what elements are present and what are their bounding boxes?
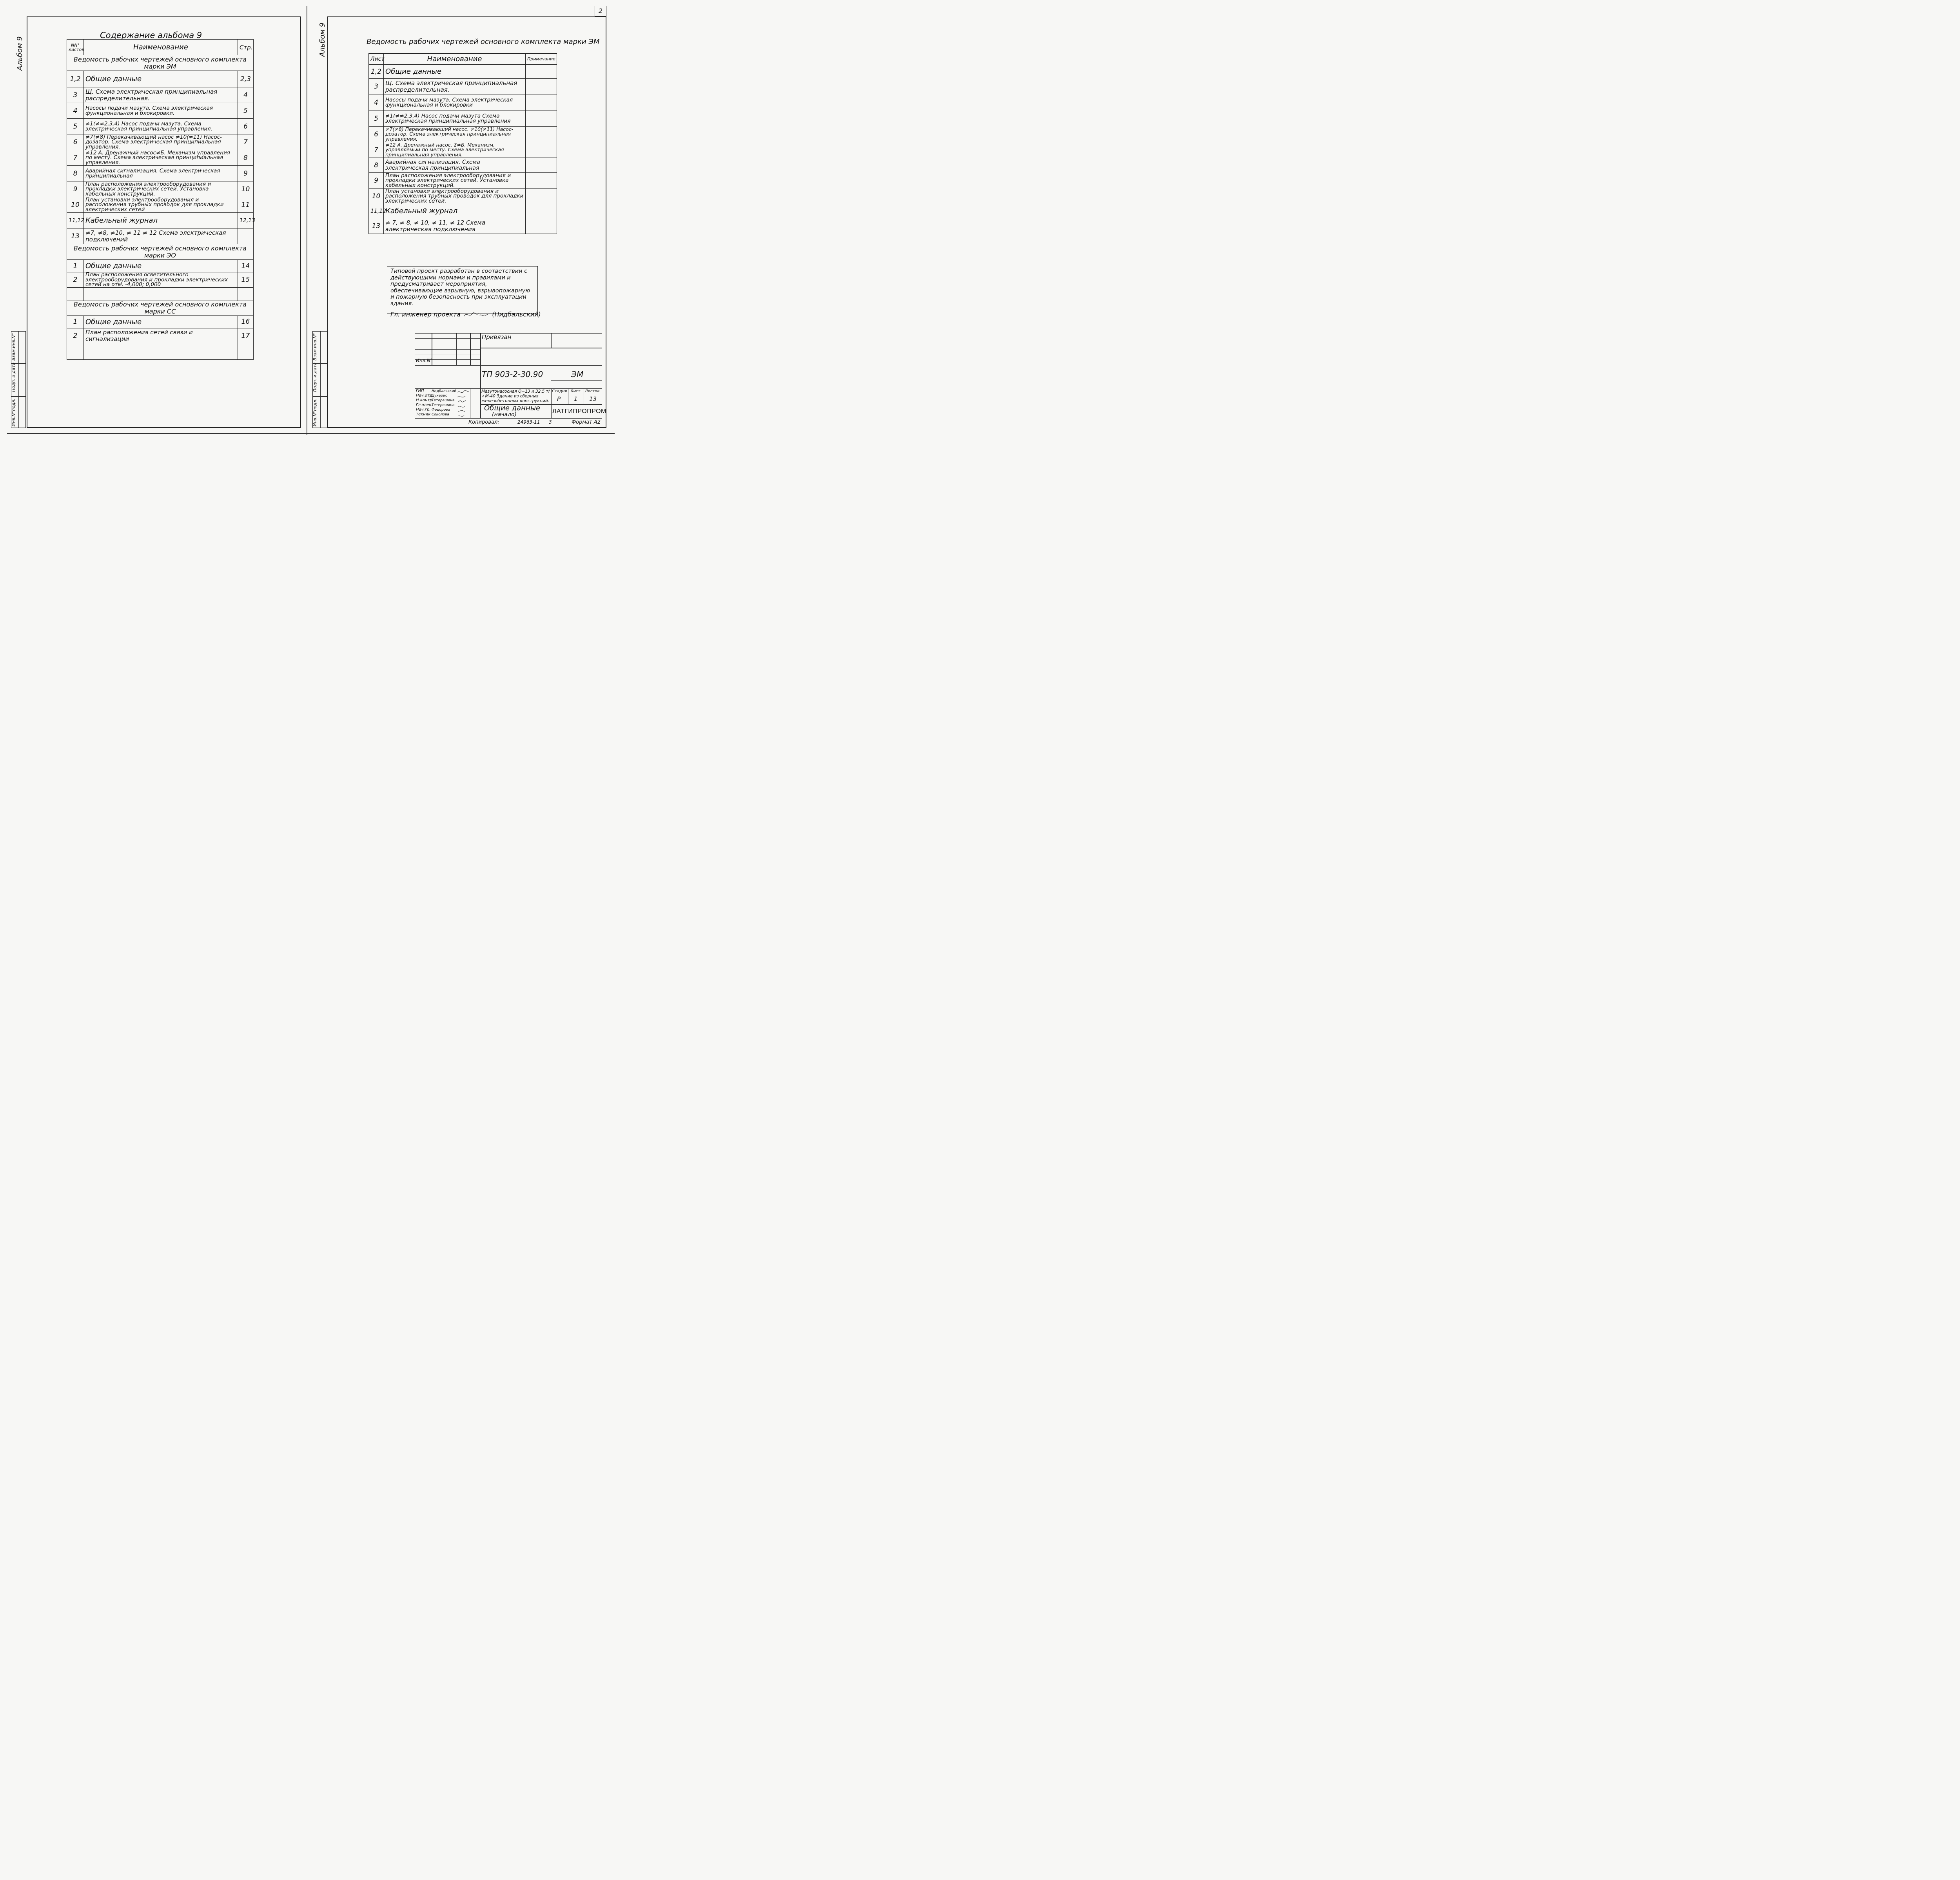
table-row: 11,12 Кабельный журнал <box>369 204 557 218</box>
table-row: 7 ≠12 А. Дренажный насос. Σ≠Б. Механизм, управляемый по месту. Схема электрическая принципиальная управления. <box>369 142 557 158</box>
right-sheet-title: Ведомость рабочих чертежей основного комплекта марки ЭМ <box>367 38 600 46</box>
table-row: 4 Насосы подачи мазута. Схема электрическая функциональная и блокировки. 5 <box>67 103 254 119</box>
header-name: Наименование <box>84 40 238 55</box>
table-row: 3 Щ. Схема электрическая принципиальная распределительная. <box>369 79 557 94</box>
table-row: 13 ≠7, ≠8, ≠10, ≠ 11 ≠ 12 Схема электрическая подключений <box>67 228 254 244</box>
doc-subtitle: (начало) <box>492 412 517 418</box>
footer-page: 3 <box>549 419 552 425</box>
left-contents-title: Содержание альбома 9 <box>100 31 202 40</box>
section-title-em: Ведомость рабочих чертежей основного комплекта марки ЭМ <box>67 55 254 71</box>
right-album-label: Альбом 9 <box>318 22 327 57</box>
chief-engineer-label: Гл. инженер проекта <box>390 310 461 318</box>
signature-mark <box>463 311 490 319</box>
object-description: Мазутонасосная Q=13 и 32,5 т/ч М-40 Здание из сборных железобетонных конструкций. <box>481 389 550 403</box>
table-row: 8 Аварийная сигнализация. Схема электрическая принципиальная 9 <box>67 166 254 181</box>
stage-value: Р <box>557 395 561 402</box>
role-gl-elek: Гл.элек. <box>416 403 433 407</box>
table-row: 7 ≠12 А. Дренажный насос≠Б. Механизм управления по месту. Схема электрическая принципиальная управления. 8 <box>67 150 254 166</box>
right-stamp-sign: Подп. и дата <box>312 363 318 392</box>
role-n-kontr: Н.контр. <box>416 398 434 402</box>
table-row: 5 ≠1(≠≠2,3,4) Насос подачи мазута. Схема электрическая принципиальная управления. 6 <box>67 119 254 134</box>
title-block <box>415 333 606 419</box>
chief-engineer-name: (Нидбальский) <box>492 310 541 318</box>
left-contents-table <box>67 39 254 360</box>
bottom-edge-line <box>7 433 615 434</box>
name-5: Соколова <box>432 413 449 417</box>
table-row: 1 Общие данные 16 <box>67 315 254 328</box>
name-4: Федорова <box>432 408 450 412</box>
table-row: 3 Щ. Схема электрическая принципиальная распределительная. 4 <box>67 87 254 103</box>
right-list-table <box>368 53 557 234</box>
compliance-note <box>387 266 541 318</box>
table-row <box>67 344 254 359</box>
project-mark: ЭМ <box>571 370 584 379</box>
table-row: 5 ≠1(≠≠2,3,4) Насос подачи мазута Схема электрическая принципиальная управления <box>369 111 557 127</box>
name-2: Тетерешина <box>432 399 455 402</box>
organization: ЛАТГИПРОПРОМ <box>552 408 606 415</box>
left-stamp-replace: Взам.инв.N° <box>11 333 16 361</box>
title-inv-label: Инв.N° <box>416 358 433 363</box>
table-row: 1,2 Общие данные 2,3 <box>67 71 254 87</box>
left-stamp-inv: Инв.N°подл. <box>11 398 16 426</box>
table-row: 10 План установки электрооборудования и расположения трубных проводок для прокладки электрических сетей 11 <box>67 197 254 213</box>
left-album-label: Альбом 9 <box>16 36 24 71</box>
table-row: 1,2 Общие данные <box>369 65 557 79</box>
section-title-ss: Ведомость рабочих чертежей основного комплекта марки СС <box>67 301 254 315</box>
name-3: Тетерешина <box>432 403 455 407</box>
corner-sheet-box <box>595 6 606 16</box>
right-stamp-replace: Взам.инв.N° <box>312 333 318 361</box>
header-num: NN° листов <box>67 40 84 55</box>
table-row: 6 ≠7(≠8) Перекачивающий насос. ≠10(≠11) Насос-дозатор. Схема электрическая принципиальная управления. <box>369 127 557 142</box>
copied-label: Копировал: <box>468 419 499 425</box>
section-title-eo: Ведомость рабочих чертежей основного комплекта марки ЭО <box>67 244 254 260</box>
compliance-note-text: Типовой проект разработан в соответствии с действующими нормами и правилами и предусматривает мероприятия, обеспечивающие взрывную, взрывопожарную и пожарную безопасность при эксплуатации здания. <box>390 268 530 307</box>
left-stamp-sign: Подп. и дата <box>11 363 16 392</box>
sheet-label: Лист <box>570 389 581 393</box>
left-header-row <box>67 40 254 55</box>
sheets-label: Листов <box>585 389 600 393</box>
right-stamp-inv: Инв.N°подл. <box>312 398 318 426</box>
role-tekhnik: Техник <box>416 412 431 417</box>
doc-title: Общие данные <box>484 404 541 412</box>
name-1: Цукерис <box>432 394 447 398</box>
table-row: 2 План расположения осветительного электрооборудования и прокладки электрических сетей на отм. -4,000; 0,000 15 <box>67 272 254 288</box>
table-row: 8 Аварийная сигнализация. Схема электрическая принципиальная <box>369 158 557 173</box>
name-0: Нидбальский <box>432 389 457 393</box>
role-nach-gr: Нач.гр. <box>416 408 431 412</box>
privyazan-label: Привязан <box>482 334 512 341</box>
table-row: 9 План расположения электрооборудования и прокладки электрических сетей. Установка кабельных конструкций. <box>369 173 557 189</box>
right-header-row: Лист Наименование Примечание <box>369 54 557 65</box>
table-row: 13 ≠ 7, ≠ 8, ≠ 10, ≠ 11, ≠ 12 Схема электрическая подключения <box>369 218 557 234</box>
role-nach-otd: Нач.отд. <box>416 393 434 398</box>
stage-label: Стадия <box>552 389 567 393</box>
sheet-value: 1 <box>574 395 578 402</box>
table-row: 10 План установки электрооборудования и расположения трубных проводок для прокладки электрических сетей. <box>369 189 557 204</box>
role-gip: ГИП <box>416 389 424 393</box>
sheet-format: Формат А2 <box>572 419 601 425</box>
corner-sheet-number: 2 <box>598 7 603 15</box>
project-code: ТП 903-2-30.90 <box>482 370 543 379</box>
table-row <box>67 287 254 301</box>
table-row: 4 Насосы подачи мазута. Схема электрическая функциональная и блокировки <box>369 94 557 111</box>
header-page: Стр. <box>238 40 254 55</box>
sheets-value: 13 <box>589 395 597 402</box>
table-row: 2 План расположения сетей связи и сигнализации 17 <box>67 328 254 344</box>
table-row: 6 ≠7(≠8) Перекачивающий насос ≠10(≠11) Насос-дозатор. Схема электрическая принципиальная управления. 7 <box>67 134 254 150</box>
signatures-column <box>456 389 470 418</box>
drawing-number: 24963-11 <box>517 419 540 425</box>
table-row: 11,12 Кабельный журнал 12,13 <box>67 213 254 228</box>
table-row: 1 Общие данные 14 <box>67 260 254 272</box>
table-row: 9 План расположения электрооборудования и прокладки электрических сетей. Установка кабельных конструкций. 10 <box>67 181 254 197</box>
